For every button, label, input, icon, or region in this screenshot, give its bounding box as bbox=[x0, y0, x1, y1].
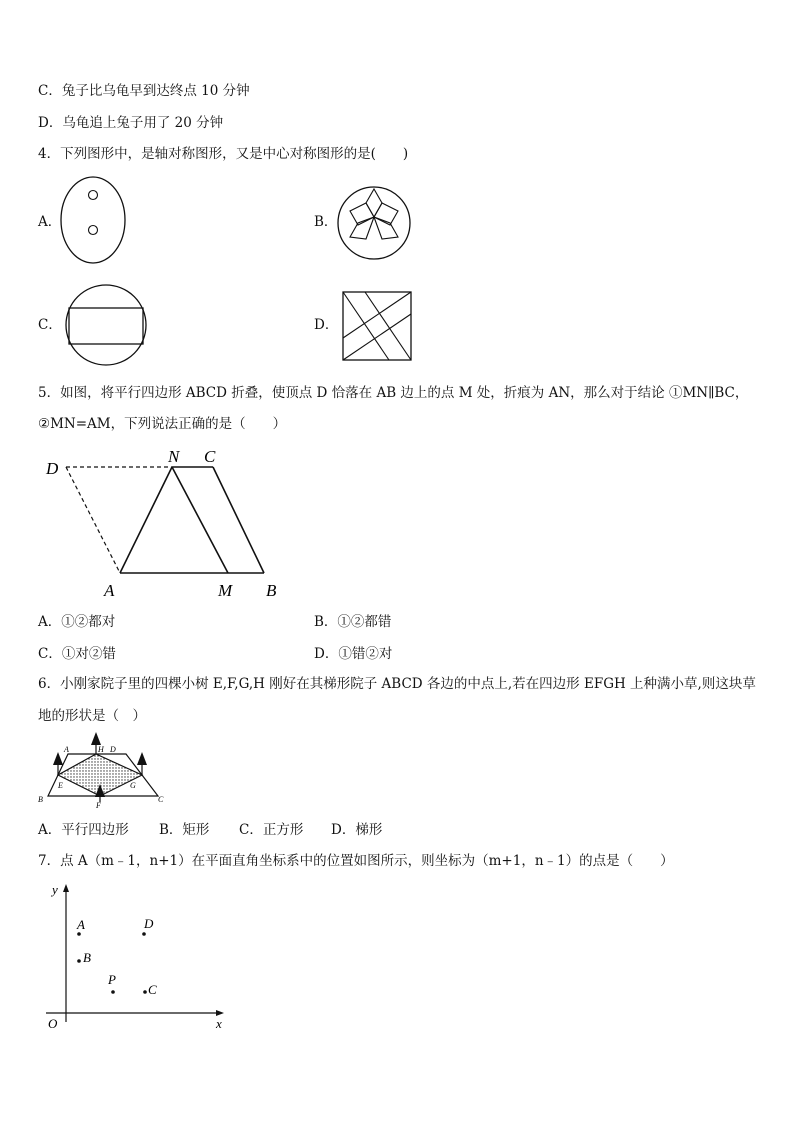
q6-option-c: C．正方形 bbox=[239, 822, 304, 838]
q6-figure bbox=[34, 728, 174, 812]
q4-label-a: A． bbox=[38, 214, 62, 230]
q6-label-b: B bbox=[38, 795, 43, 804]
q6-label-a: A bbox=[64, 745, 69, 754]
q7-label-b: B bbox=[83, 950, 91, 965]
q7-label-x: x bbox=[216, 1016, 222, 1031]
q5-label-d: D bbox=[46, 459, 59, 478]
q6-label-c: C bbox=[158, 795, 164, 804]
q7-stem: 7．点 A（m﹣1，n+1）在平面直角坐标系中的位置如图所示，则坐标为（m+1，n﹣1）的点是（ ） bbox=[38, 853, 674, 869]
q4-stem: 4．下列图形中，是轴对称图形，又是中心对称图形的是( ) bbox=[38, 146, 409, 162]
q6-stem-line1: 6．小刚家院子里的四棵小树 E,F,G,H 刚好在其梯形院子 ABCD 各边的中点上,若在四边形 EFGH 上种满小草,则这块草 bbox=[38, 676, 756, 692]
q6-label-f: F bbox=[96, 801, 101, 810]
q4-label-d: D． bbox=[314, 317, 339, 333]
q6-label-d: D bbox=[110, 745, 116, 754]
q5-label-c: C bbox=[204, 447, 216, 466]
q7-label-c: C bbox=[148, 982, 157, 997]
q4-figure-b bbox=[334, 183, 414, 263]
q7-point-b bbox=[77, 959, 81, 963]
q7-label-d: D bbox=[144, 916, 154, 931]
q5-option-c: C．①对②错 bbox=[38, 646, 116, 662]
q7-point-a bbox=[77, 932, 81, 936]
q5-stem-line2: ②MN=AM，下列说法正确的是（ ） bbox=[38, 416, 287, 432]
q4-figure-a bbox=[58, 175, 130, 267]
q5-label-n: N bbox=[168, 447, 180, 466]
q5-label-m: M bbox=[218, 581, 233, 600]
q4-figure-d bbox=[340, 289, 416, 363]
q7-label-y: y bbox=[52, 882, 58, 897]
q7-label-p: P bbox=[108, 972, 116, 987]
q7-figure bbox=[40, 880, 230, 1034]
q3-option-d: D．乌龟追上兔子用了 20 分钟 bbox=[38, 115, 224, 131]
q5-figure bbox=[38, 442, 298, 608]
q7-point-c bbox=[143, 990, 147, 994]
q6-label-e: E bbox=[58, 781, 63, 790]
q7-label-o: O bbox=[48, 1016, 58, 1031]
q5-option-a: A．①②都对 bbox=[38, 614, 116, 630]
q3-option-c: C．兔子比乌龟早到达终点 10 分钟 bbox=[38, 83, 250, 99]
q6-option-b: B．矩形 bbox=[159, 822, 210, 838]
q6-option-d: D．梯形 bbox=[331, 822, 383, 838]
q6-stem-line2: 地的形状是（ ） bbox=[38, 708, 146, 724]
q5-stem-line1: 5．如图，将平行四边形 ABCD 折叠，使顶点 D 恰落在 AB 边上的点 M 处，折痕为 AN，那么对于结论 ①MN∥BC， bbox=[38, 385, 749, 401]
q5-label-b: B bbox=[266, 581, 277, 600]
q5-label-a: A bbox=[104, 581, 115, 600]
q7-point-d bbox=[142, 932, 146, 936]
q6-label-h: H bbox=[98, 745, 104, 754]
q7-point-p bbox=[111, 990, 115, 994]
q4-label-c: C． bbox=[38, 317, 62, 333]
q5-option-b: B．①②都错 bbox=[314, 614, 392, 630]
q7-label-a: A bbox=[77, 917, 85, 932]
q5-option-d: D．①错②对 bbox=[314, 646, 393, 662]
q6-option-a: A．平行四边形 bbox=[38, 822, 129, 838]
q4-figure-c bbox=[62, 283, 152, 367]
q4-label-b: B． bbox=[314, 214, 338, 230]
q6-label-g: G bbox=[130, 781, 136, 790]
